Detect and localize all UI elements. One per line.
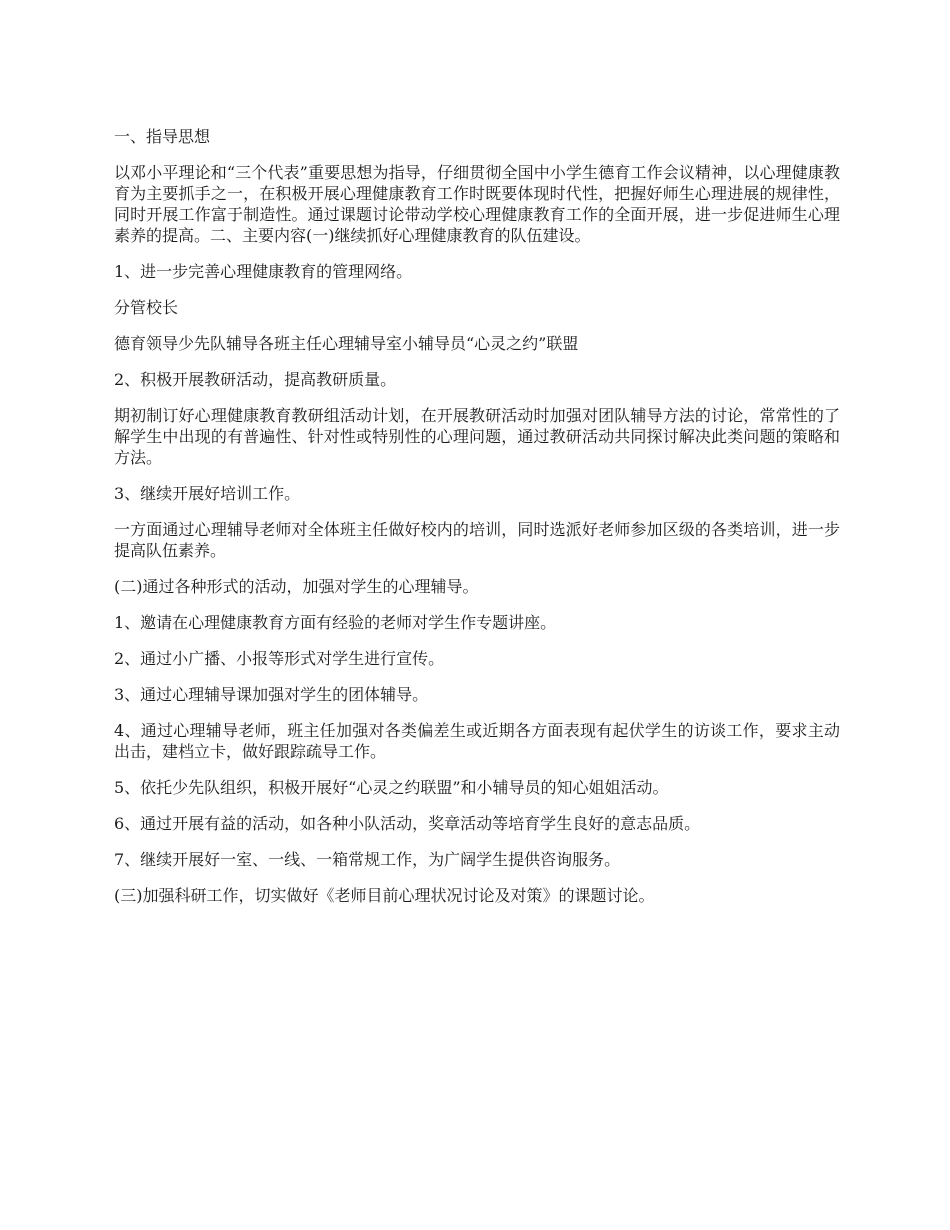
list-item: 2、积极开展教研活动，提高教研质量。 — [114, 370, 397, 389]
list-item: 3、通过心理辅导课加强对学生的团体辅导。 — [114, 685, 429, 704]
section-heading: 一、指导思想 — [114, 127, 211, 146]
section-heading: (二)通过各种形式的活动，加强对学生的心理辅导。 — [114, 577, 479, 596]
paragraph: 德育领导少先队辅导各班主任心理辅导室小辅导员“心灵之约”联盟 — [114, 334, 579, 353]
paragraph: 分管校长 — [114, 298, 179, 317]
list-item: 2、通过小广播、小报等形式对学生进行宣传。 — [114, 649, 445, 668]
section-heading: (三)加强科研工作，切实做好《老师目前心理状况讨论及对策》的课题讨论。 — [114, 886, 655, 905]
list-item: 6、通过开展有益的活动，如各种小队活动，奖章活动等培育学生良好的意志品质。 — [114, 814, 701, 833]
list-item: 3、继续开展好培训工作。 — [114, 484, 301, 503]
list-item: 5、依托少先队组织，积极开展好“心灵之约联盟”和小辅导员的知心姐姐活动。 — [114, 778, 669, 797]
list-item: 4、通过心理辅导老师，班主任加强对各类偏差生或近期各方面表现有起伏学生的访谈工作，要求主动出击，建档立卡，做好跟踪疏导工作。 — [114, 721, 840, 761]
paragraph: 期初制订好心理健康教育教研组活动计划，在开展教研活动时加强对团队辅导方法的讨论，常常性的了解学生中出现的有普遍性、针对性或特别性的心理问题，通过教研活动共同探讨解决此类问题的策略和方法。 — [114, 406, 840, 467]
list-item: 1、进一步完善心理健康教育的管理网络。 — [114, 262, 413, 281]
document-body — [114, 126, 840, 921]
list-item: 1、邀请在心理健康教育方面有经验的老师对学生作专题讲座。 — [114, 613, 557, 632]
paragraph-guiding-thought: 以邓小平理论和“三个代表”重要思想为指导，仔细贯彻全国中小学生德育工作会议精神，以心理健康教育为主要抓手之一，在积极开展心理健康教育工作时既要体现时代性，把握好师生心理进展的规律性，同时开展工作富于制造性。通过课题讨论带动学校心理健康教育工作的全面开展，进一步促进师生心理素养的提高。二、主要内容(一)继续抓好心理健康教育的队伍建设。 — [114, 163, 840, 245]
list-item: 7、继续开展好一室、一线、一箱常规工作，为广阔学生提供咨询服务。 — [114, 850, 621, 869]
paragraph: 一方面通过心理辅导老师对全体班主任做好校内的培训，同时选派好老师参加区级的各类培训，进一步提高队伍素养。 — [114, 520, 840, 560]
